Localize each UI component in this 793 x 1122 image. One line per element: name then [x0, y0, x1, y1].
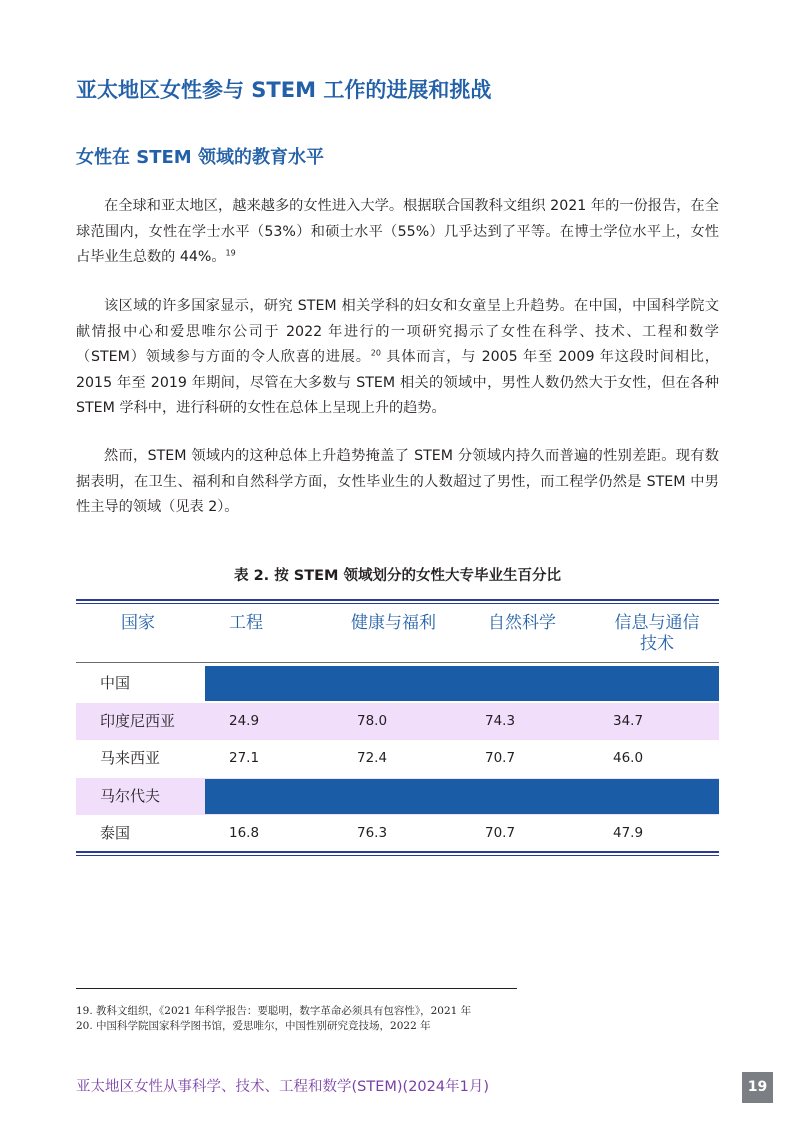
- country-cell: 马尔代夫: [100, 786, 161, 805]
- table-row: [76, 703, 719, 740]
- no-data-bar: [205, 779, 719, 814]
- country-cell: 马来西亚: [100, 749, 161, 768]
- paragraph-1-text: 在全球和亚太地区，越来越多的女性进入大学。根据联合国教科文组织 2021 年的一份报告，在全球范围内，女性在学士水平（53%）和硕士水平（55%）几乎达到了平等。在博士学位水平上，女性占毕业生总数的 44%。: [76, 198, 719, 265]
- paragraph-3-text: 然而，STEM 领域内的这种总体上升趋势掩盖了 STEM 分领域内持久而普遍的性别差距。现有数据表明，在卫生、福利和自然科学方面，女性毕业生的人数超过了男性，而工程学仍然是 STEM 中男性主导的领域（见表 2）。: [76, 448, 719, 515]
- value-cell: 70.7: [485, 825, 516, 842]
- section-heading: 女性在 STEM 领域的教育水平: [76, 147, 324, 168]
- footnote-ref-19[interactable]: 19: [225, 248, 236, 258]
- page-title: 亚太地区女性参与 STEM 工作的进展和挑战: [76, 78, 492, 102]
- value-cell: 76.3: [357, 825, 388, 842]
- table-top-rule: [76, 599, 719, 604]
- value-cell: 70.7: [485, 750, 516, 767]
- table-header-rule: [76, 662, 719, 663]
- no-data-bar: [205, 666, 719, 701]
- footnote-ref-20[interactable]: 20: [370, 348, 381, 358]
- table-bottom-rule: [76, 851, 719, 856]
- header-country: 国家: [121, 613, 155, 633]
- value-cell: 27.1: [229, 750, 260, 767]
- table-row: [76, 665, 719, 702]
- country-cell: 中国: [100, 674, 131, 692]
- value-cell: 16.8: [229, 825, 260, 842]
- value-cell: 78.0: [357, 712, 388, 729]
- country-cell: 印度尼西亚: [100, 711, 176, 730]
- value-cell: 34.7: [613, 712, 644, 729]
- paragraph-2-text-b: 具体而言，与 2005 年至 2009 年这段时间相比，2015 年至 2019 年期间，尽管在大多数与 STEM 相关的领域中，男性人数仍然大于女性，但在各种 STEM 学科中，进行科研的女性在总体上呈现上升的趋势。: [76, 349, 719, 416]
- paragraph-1: [76, 194, 719, 271]
- header-natural-sciences: 自然科学: [488, 613, 556, 633]
- table-row: [76, 778, 719, 815]
- value-cell: 24.9: [229, 712, 260, 729]
- value-cell: 47.9: [613, 825, 644, 842]
- header-engineering: 工程: [229, 613, 263, 633]
- header-ict: 信息与通信技术: [614, 613, 700, 654]
- page-number: 19: [742, 1072, 773, 1103]
- footnote-20: 20. 中国科学院国家科学图书馆，爱思唯尔，中国性别研究竞技场，2022 年: [76, 1020, 431, 1032]
- paragraph-3: [76, 444, 719, 521]
- page-footer: 亚太地区女性从事科学、技术、工程和数学(STEM)(2024年1月): [76, 1079, 489, 1095]
- table-caption: 表 2. 按 STEM 领域划分的女性大专毕业生百分比: [234, 568, 561, 584]
- country-cell: 泰国: [100, 824, 131, 843]
- paragraph-2: [76, 294, 719, 422]
- value-cell: 46.0: [613, 750, 644, 767]
- table-row: [76, 740, 719, 777]
- footnote-divider: [76, 988, 517, 989]
- value-cell: 72.4: [357, 750, 388, 767]
- value-cell: 74.3: [485, 712, 516, 729]
- header-health-welfare: 健康与福利: [351, 613, 436, 633]
- table-header: [76, 606, 719, 662]
- footnote-19: 19. 教科文组织，《2021 年科学报告：要聪明，数字革命必须具有包容性》，2021 年: [76, 1005, 472, 1017]
- table-row: [76, 815, 719, 852]
- paragraph-2-text-a: 该区域的许多国家显示，研究 STEM 相关学科的妇女和女童呈上升趋势。在中国，中国科学院文献情报中心和爱思唯尔公司于 2022 年进行的一项研究揭示了女性在科学、技术、工程和数学（STEM）领域参与方面的令人欣喜的进展。: [76, 298, 719, 365]
